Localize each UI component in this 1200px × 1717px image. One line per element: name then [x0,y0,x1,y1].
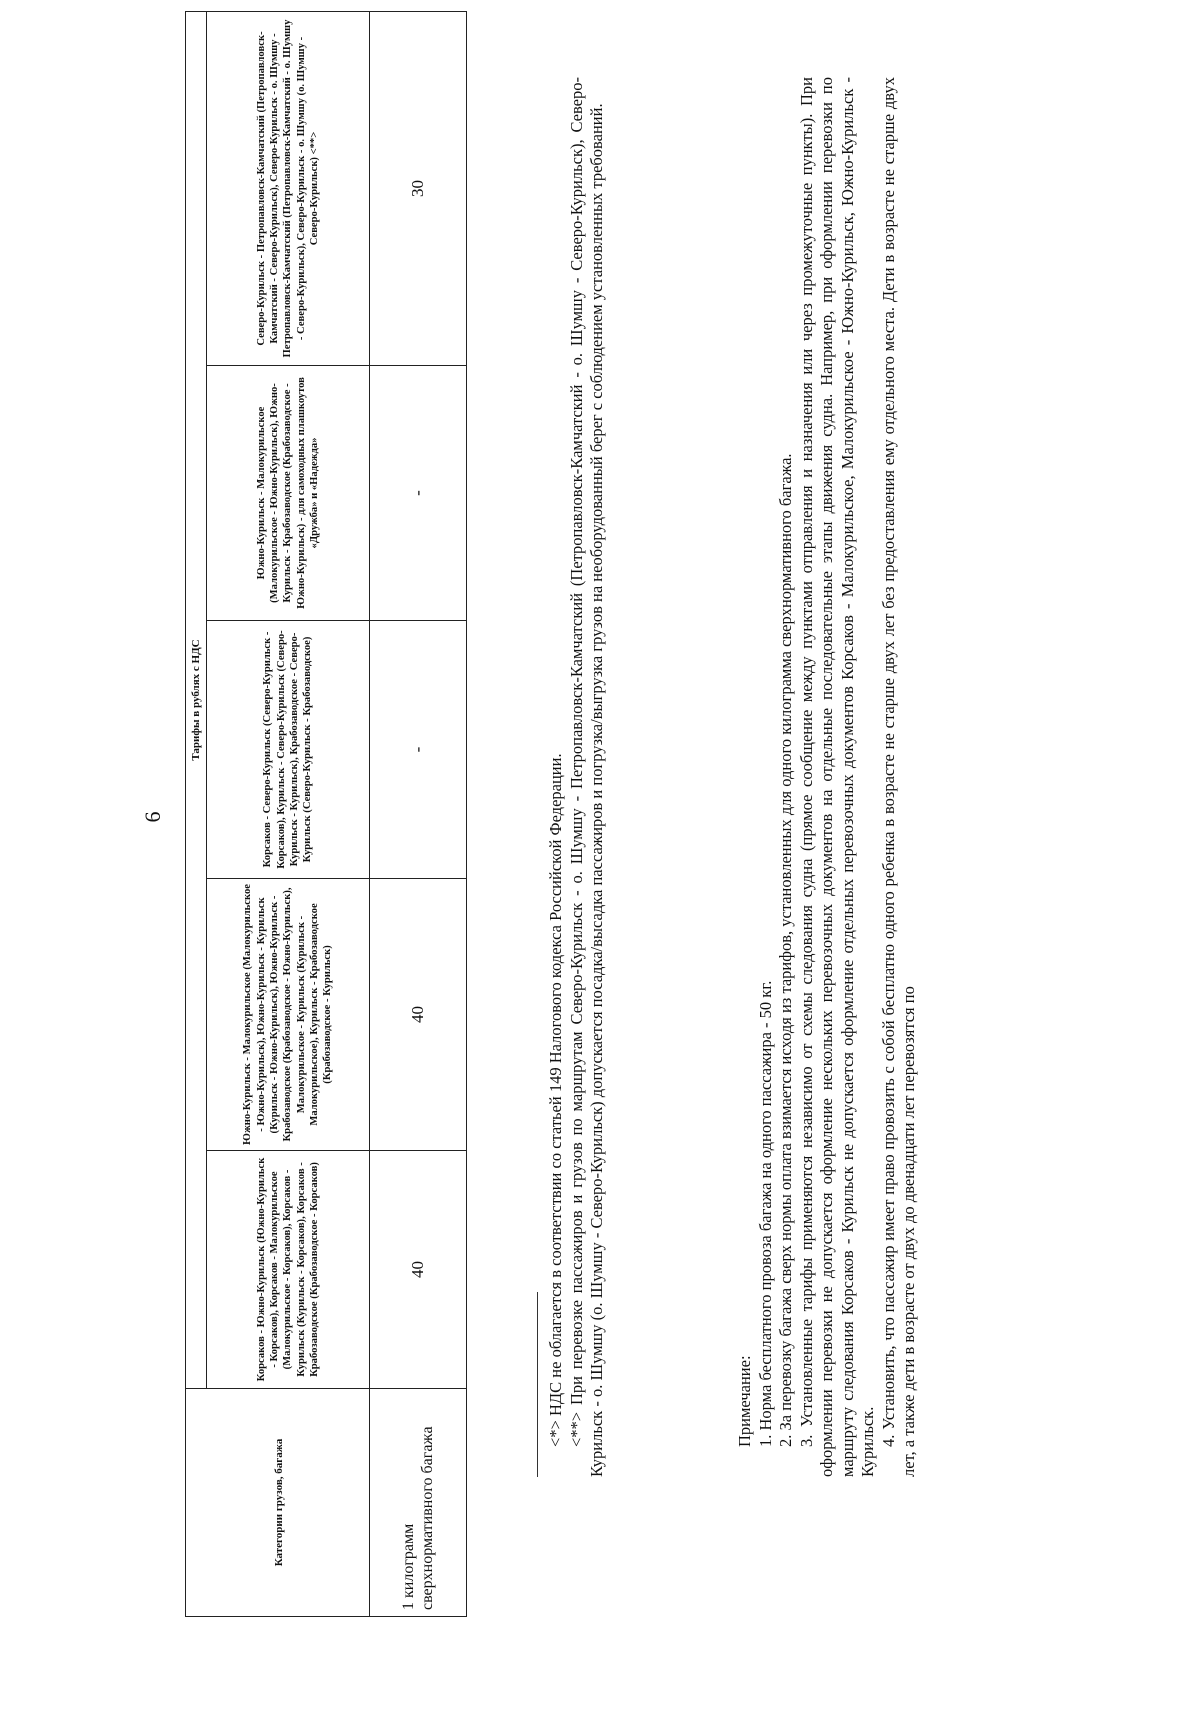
footnote-separator [537,1292,538,1477]
row-label: 1 килограмм сверхнормативного багажа [370,1389,467,1617]
route-header-row [207,12,370,1617]
route-header: Корсаков - Северо-Курильск (Северо-Курильск - Корсаков), Курильск - Северо-Курильск (Северо-Курильск - Курильск), Крабозаводское - Северо-Курильск (Северо-Курильск - Крабозаводское) [207,621,370,879]
route-header: Северо-Курильск - Петропавловск-Камчатский (Петропавловск-Камчатский - Северо-Курильск), Северо-Курильск - о. Шумшу - Петропавловск-Камчатский (Петропавловск-Камчатский - о. Шумшу - Северо-Курильск), Северо-Курильск - о. Шумшу (о. Шумшу - Северо-Курильск) <**> [207,12,370,366]
notes-block [735,77,920,1477]
note-3: 3. Установленные тарифы применяются независимо от схемы следования судна (прямое сообщение между пунктами отправления и назначения или через промежуточные пункты). При оформлении перевозки не допускается оформление нескольких перевозочных документов на отдельные последовательные этапы движения судна. Например, при оформлении перевозки по маршруту следования Корсаков - Курильск не допускается оформление отдельных перевозочных документов Корсаков - Малокурильское, Малокурильское - Южно-Курильск, Южно-Курильск - Курильск. [796,77,877,1477]
tariff-value: - [370,366,467,621]
route-header: Южно-Курильск - Малокурильское (Малокурильское - Южно-Курильск), Южно-Курильск - Крабозаводское (Крабозаводское - Южно-Курильск) - для самоходных плашкоутов «Дружба» и «Надежда» [207,366,370,621]
tariff-value: 40 [370,879,467,1151]
footnote-2: <**> При перевозке пассажиров и грузов по маршрутам Северо-Курильск - о. Шумшу - Петропавловск-Камчатский (Петропавловск-Камчатский - о. Шумшу - Северо-Курильск), Северо-Курильск - о. Шумшу (о. Шумшу - Северо-Курильск) допускается посадка/высадка пассажиров и погрузка/выгрузка грузов на необорудованный берег с соблюдением установленных требований. [566,77,606,1477]
category-header: Категории грузов, багажа [186,1389,370,1617]
route-header: Южно-Курильск - Малокурильское (Малокурильское - Южно-Курильск), Южно-Курильск - Курильск (Курильск - Южно-Курильск), Южно-Курильск - Крабозаводское (Крабозаводское - Южно-Курильск), Малокурильское - Курильск (Курильск - Малокурильское), Курильск - Крабозаводское (Крабозаводское - Курильск) [207,879,370,1151]
table-header-row [186,12,207,1617]
notes-title: Примечание: [735,1355,754,1447]
tariff-value: - [370,621,467,879]
tariff-value: 30 [370,12,467,366]
tariff-table [185,11,467,1617]
route-header: Корсаков - Южно-Курильск (Южно-Курильск - Корсаков), Корсаков - Малокурильское (Малокурильское - Корсаков), Корсаков - Курильск (Курильск - Корсаков), Корсаков - Крабозаводское (Крабозаводское - Корсаков) [207,1151,370,1389]
page-number: 6 [140,811,165,823]
note-1: 1. Норма бесплатного провоза багажа на одного пассажира - 50 кг. [755,980,775,1447]
tariff-header: Тарифы в рублях с НДС [186,12,207,1389]
table-row [370,12,467,1617]
note-2: 2. За перевозку багажа сверх нормы оплата взимается исходя из тарифов, установленных для одного килограмма сверхнормативного багажа. [776,453,795,1447]
footnote-1: <*> НДС не облагается в соответствии со статьей 149 Налогового кодекса Российской Федерации. [546,753,565,1447]
note-4: 4. Установить, что пассажир имеет право провозить с собой бесплатно одного ребенка в возрасте не старше двух лет без предоставления ему отдельного места. Дети в возрасте не старше двух лет, а также дети в возрасте от двух до двенадцати лет перевозятся по [878,77,918,1477]
tariff-value: 40 [370,1151,467,1389]
footnotes-block [546,77,608,1477]
